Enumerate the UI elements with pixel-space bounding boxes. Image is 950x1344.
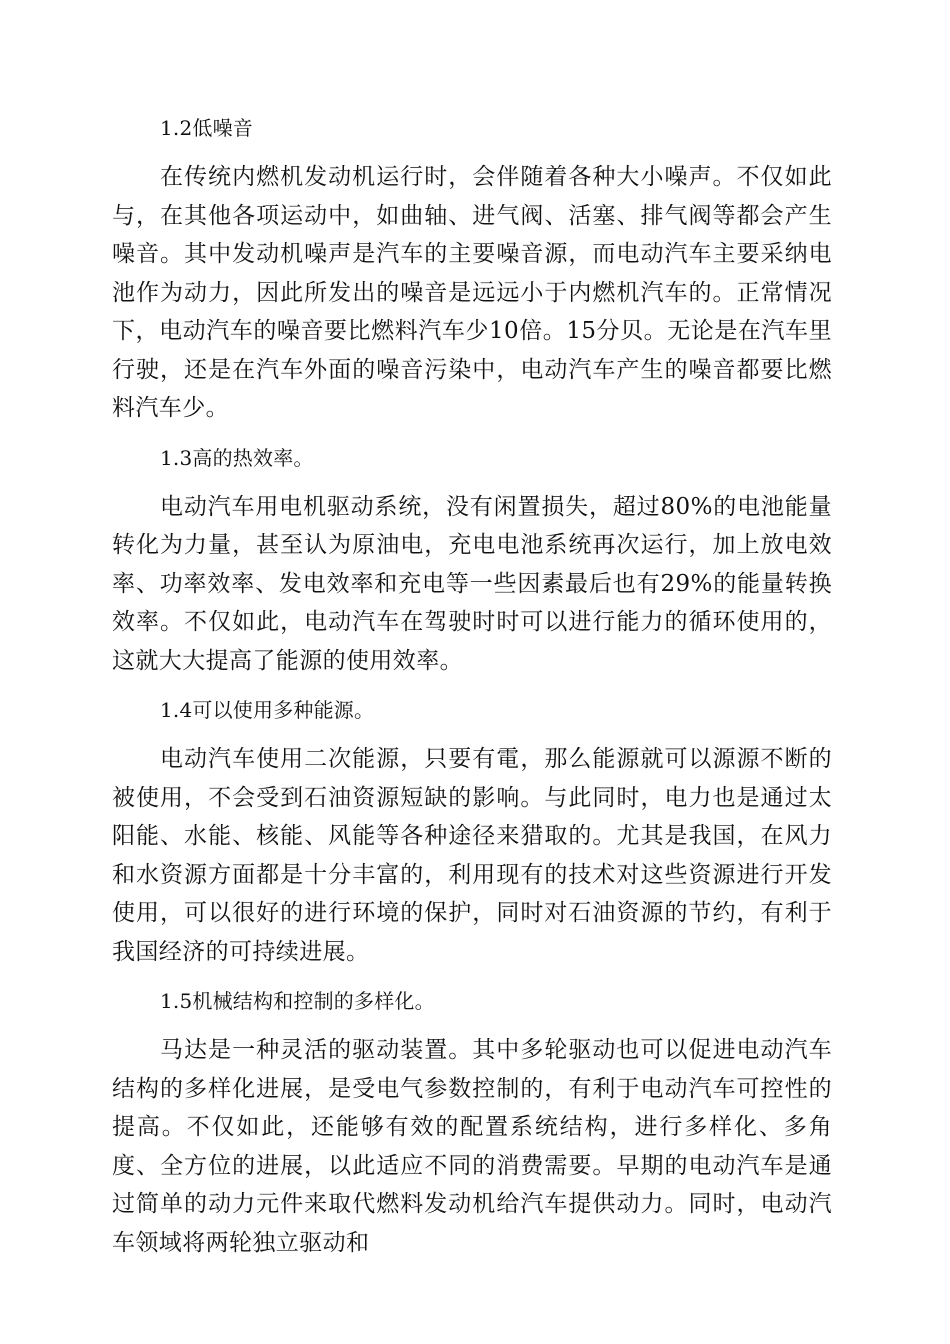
- section-paragraph: 电动汽车使用二次能源，只要有電，那么能源就可以源源不断的被使用，不会受到石油资源短缺的影响。与此同时，电力也是通过太阳能、水能、核能、风能等各种途径来猎取的。尤其是我国，在风力和水资源方面都是十分丰富的，利用现有的技术对这些资源进行开发使用，可以很好的进行环境的保护，同时对石油资源的节约，有利于我国经济的可持续进展。: [112, 746, 832, 965]
- section-mechanical-structure: [112, 979, 832, 1262]
- section-multiple-energy: [112, 688, 832, 971]
- section-paragraph: 电动汽车用电机驱动系统，没有闲置损失，超过80%的电池能量转化为力量，甚至认为原油电，充电电池系统再次运行，加上放电效率、功率效率、发电效率和充电等一些因素最后也有29%的能量转换效率。不仅如此，电动汽车在驾驶时时可以进行能力的循环使用的，这就大大提高了能源的使用效率。: [112, 493, 832, 674]
- document-body: [112, 106, 832, 1262]
- section-thermal-efficiency: [112, 436, 832, 681]
- section-heading: 1.5机械结构和控制的多样化。: [160, 989, 435, 1013]
- section-paragraph: 在传统内燃机发动机运行时，会伴随着各种大小噪声。不仅如此与，在其他各项运动中，如曲轴、进气阀、活塞、排气阀等都会产生噪音。其中发动机噪声是汽车的主要噪音源，而电动汽车主要采纳电池作为动力，因此所发出的噪音是远远小于内燃机汽车的。正常情况下，电动汽车的噪音要比燃料汽车少10倍。15分贝。无论是在汽车里行驶，还是在汽车外面的噪音污染中，电动汽车产生的噪音都要比燃料汽车少。: [112, 164, 832, 421]
- section-heading: 1.4可以使用多种能源。: [160, 698, 375, 722]
- section-heading: 1.3高的热效率。: [160, 445, 314, 470]
- section-paragraph: 马达是一种灵活的驱动装置。其中多轮驱动也可以促进电动汽车结构的多样化进展，是受电气参数控制的，有利于电动汽车可控性的提高。不仅如此，还能够有效的配置系统结构，进行多样化、多角度、全方位的进展，以此适应不同的消费需要。早期的电动汽车是通过简单的动力元件来取代燃料发动机给汽车提供动力。同时，电动汽车领域将两轮独立驱动和: [112, 1037, 832, 1256]
- section-heading: 1.2低噪音: [160, 116, 254, 140]
- section-low-noise: [112, 106, 832, 428]
